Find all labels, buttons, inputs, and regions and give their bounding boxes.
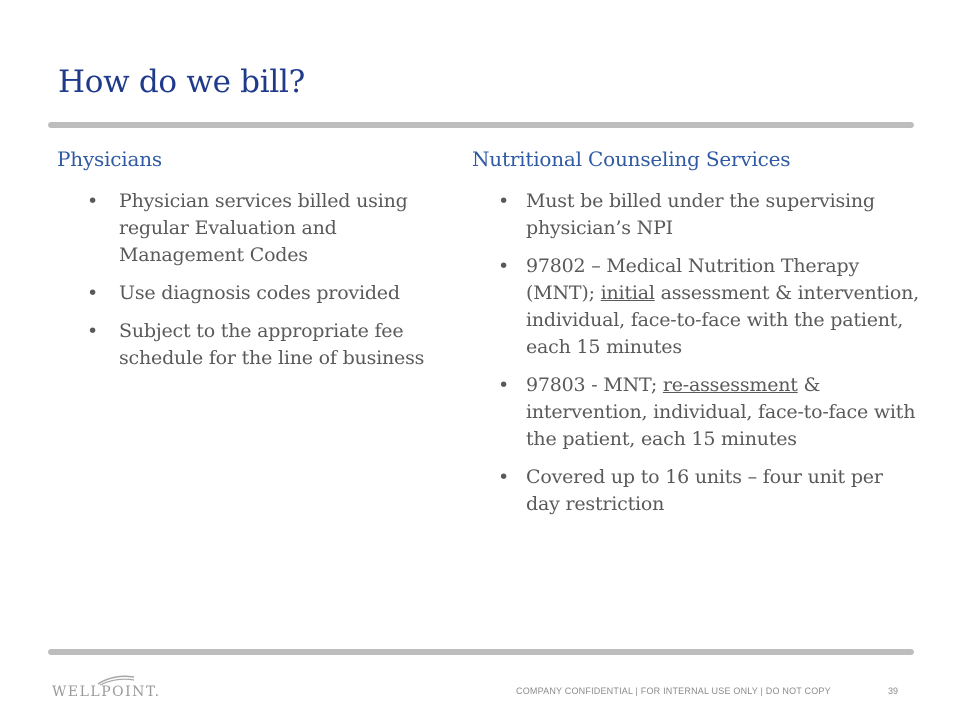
bullet-icon: •	[87, 190, 99, 212]
left-bullet-list	[57, 188, 437, 372]
page-number: 39	[888, 686, 899, 696]
bullet-icon: •	[87, 320, 99, 342]
list-item: • Physician services billed using regular Evaluation and Management Codes	[87, 190, 408, 266]
underlined-term: re-assessment	[662, 374, 798, 396]
confidentiality-notice: COMPANY CONFIDENTIAL | FOR INTERNAL USE ONLY | DO NOT COPY	[516, 686, 831, 696]
underlined-term: initial	[600, 282, 655, 304]
bullet-icon: •	[498, 374, 510, 396]
right-column	[472, 146, 922, 529]
left-column-heading: Physicians	[57, 147, 162, 171]
company-logo	[52, 674, 182, 702]
list-item: • Subject to the appropriate fee schedule for the line of business	[87, 320, 425, 369]
bullet-icon: •	[498, 255, 510, 277]
bullet-icon: •	[498, 190, 510, 212]
list-item: • 97803 - MNT; re-assessment & intervention, individual, face-to-face with the patient, each 15 minutes	[498, 374, 916, 450]
list-item: • Must be billed under the supervising physician’s NPI	[498, 190, 875, 239]
top-divider	[48, 122, 914, 128]
slide-title: How do we bill?	[58, 64, 305, 100]
bottom-divider	[48, 649, 914, 655]
list-item: • 97802 – Medical Nutrition Therapy (MNT); initial assessment & intervention, individual, face-to-face with the patient, each 15 minutes	[498, 255, 919, 358]
list-item: • Covered up to 16 units – four unit per day restriction	[498, 466, 883, 515]
right-column-heading: Nutritional Counseling Services	[472, 147, 791, 171]
right-bullet-list	[472, 188, 922, 518]
bullet-icon: •	[498, 466, 510, 488]
bullet-icon: •	[87, 282, 99, 304]
left-column	[57, 146, 437, 383]
logo-wordmark: WELLPOINT.	[52, 684, 161, 700]
list-item: • Use diagnosis codes provided	[57, 280, 437, 307]
